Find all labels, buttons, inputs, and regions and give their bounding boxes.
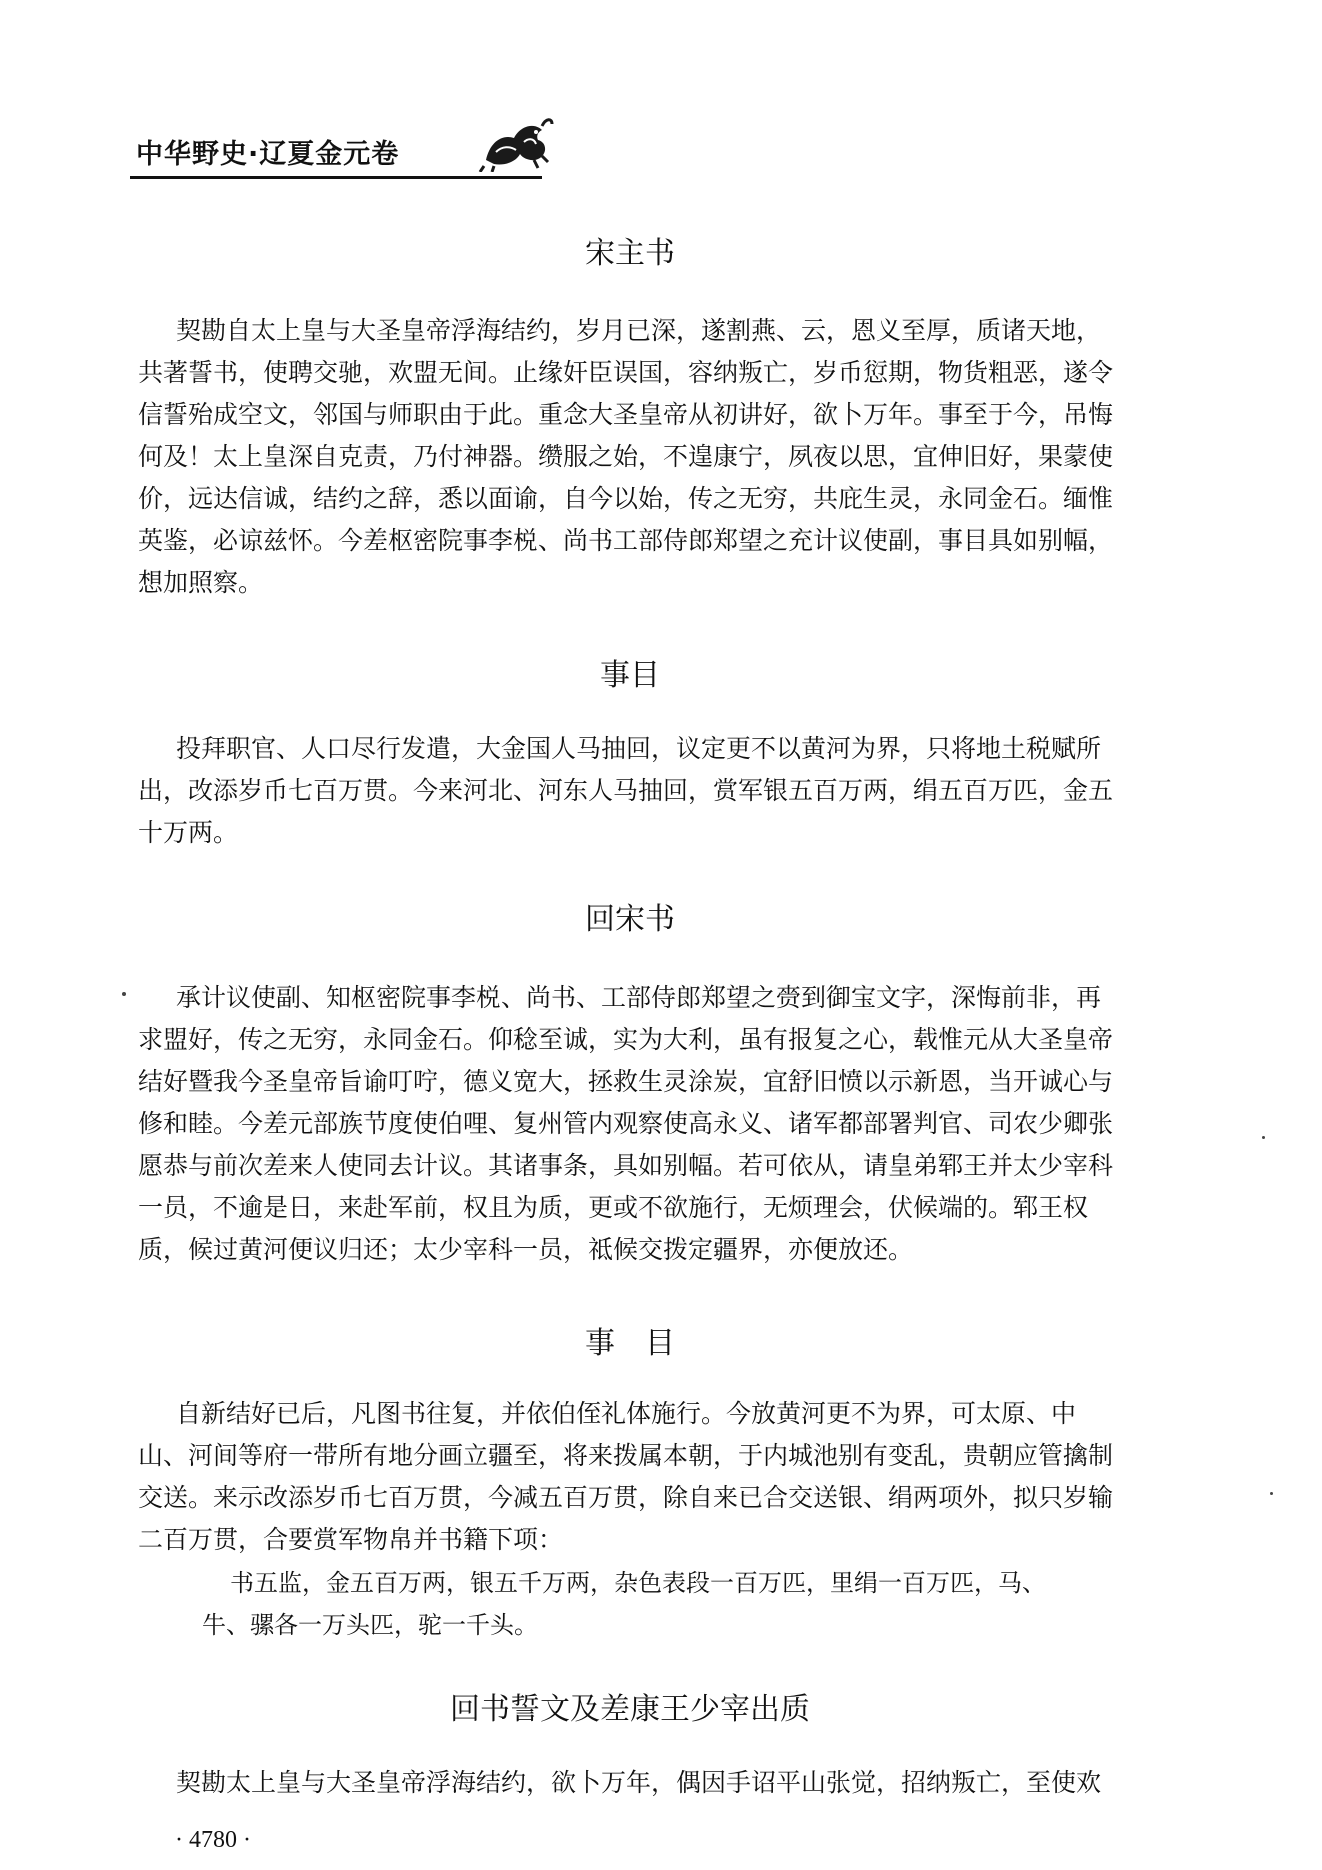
text-line: 信誓殆成空文，邻国与师职由于此。重念大圣皇帝从初讲好，欲卜万年。事至于今，吊悔 <box>138 400 1114 429</box>
text-line: 出，改添岁币七百万贯。今来河北、河东人马抽回，赏军银五百万两，绢五百万匹，金五 <box>138 776 1114 805</box>
text-line: 一员，不逾是日，来赴军前，权且为质，更或不欲施行，无烦理会，伏候端的。郓王权 <box>138 1193 1089 1222</box>
section-title-items-2: 事 目 <box>585 1326 675 1361</box>
scan-speck <box>1262 1136 1265 1139</box>
scan-speck <box>122 992 126 996</box>
text-line: 自新结好已后，凡图书往复，并依伯侄礼体施行。今放黄河更不为界，可太原、中 <box>176 1399 1077 1428</box>
text-line: 十万两。 <box>138 818 239 847</box>
running-title: 中华野史·辽夏金元卷 <box>136 139 400 170</box>
text-line: 山、河间等府一带所有地分画立疆至，将来拨属本朝，于内城池别有变乱，贵朝应管擒制 <box>138 1441 1114 1470</box>
section-title-song-letter: 宋主书 <box>585 236 675 271</box>
text-line: 愿恭与前次差来人使同去计议。其诸事条，具如别幅。若可依从，请皇弟郓王并太少宰科 <box>138 1151 1114 1180</box>
text-line: 交送。来示改添岁币七百万贯，今减五百万贯，除自来已合交送银、绢两项外，拟只岁输 <box>138 1483 1114 1512</box>
section-body-song-letter <box>138 310 1238 604</box>
list-line: 书五监，金五百万两，银五千万两，杂色表段一百万匹，里绢一百万匹，马、 <box>230 1569 1046 1597</box>
section-title-items-1: 事目 <box>600 658 660 693</box>
text-line: 投拜职官、人口尽行发遣，大金国人马抽回，议定更不以黄河为界，只将地土税赋所 <box>176 734 1102 763</box>
section-title-reply-letter: 回宋书 <box>585 902 675 937</box>
text-line: 契勘太上皇与大圣皇帝浮海结约，欲卜万年，偶因手诏平山张觉，招纳叛亡，至使欢 <box>176 1768 1102 1797</box>
list-line: 牛、骡各一万头匹，驼一千头。 <box>202 1611 538 1639</box>
text-line: 何及！太上皇深自克责，乃付神器。缵服之始，不遑康宁，夙夜以思，宜伸旧好，果蒙使 <box>138 442 1114 471</box>
tribute-list <box>138 1562 1238 1646</box>
text-line: 想加照察。 <box>138 568 264 597</box>
header-rule <box>130 176 542 179</box>
text-line: 修和睦。今差元部族节度使伯哩、复州管内观察使高永义、诸军都部署判官、司农少卿张 <box>138 1109 1114 1138</box>
page-number: · 4780 · <box>175 1827 251 1853</box>
section-body-oath-reply <box>138 1762 1238 1804</box>
section-body-items-1 <box>138 728 1238 854</box>
scan-speck <box>1270 1492 1273 1495</box>
text-line: 二百万贯，合要赏军物帛并书籍下项： <box>138 1525 564 1554</box>
running-header <box>130 112 590 184</box>
text-line: 质，候过黄河便议归还；太少宰科一员，祗候交拨定疆界，亦便放还。 <box>138 1235 914 1264</box>
text-line: 价，远达信诚，结约之辞，悉以面谕，自今以始，传之无穷，共庇生灵，永同金石。缅惟 <box>138 484 1114 513</box>
section-body-reply-letter <box>138 977 1238 1271</box>
text-line: 共著誓书，使聘交驰，欢盟无间。止缘奸臣误国，容纳叛亡，岁币愆期，物货粗恶，遂令 <box>138 358 1114 387</box>
dragon-emblem-icon <box>476 112 554 172</box>
text-line: 契勘自太上皇与大圣皇帝浮海结约，岁月已深，遂割燕、云，恩义至厚，质诸天地， <box>176 316 1102 345</box>
text-line: 求盟好，传之无穷，永同金石。仰稔至诚，实为大利，虽有报复之心，载惟元从大圣皇帝 <box>138 1025 1114 1054</box>
text-line: 承计议使副、知枢密院事李棁、尚书、工部侍郎郑望之赍到御宝文字，深悔前非，再 <box>176 983 1102 1012</box>
text-line: 英鉴，必谅兹怀。今差枢密院事李棁、尚书工部侍郎郑望之充计议使副，事目具如别幅， <box>138 526 1114 555</box>
section-title-oath-reply: 回书誓文及差康王少宰出质 <box>450 1692 810 1727</box>
text-line: 结好暨我今圣皇帝旨谕叮咛，德义宽大，拯救生灵涂炭，宜舒旧愤以示新恩，当开诚心与 <box>138 1067 1114 1096</box>
section-body-items-2 <box>138 1393 1238 1561</box>
